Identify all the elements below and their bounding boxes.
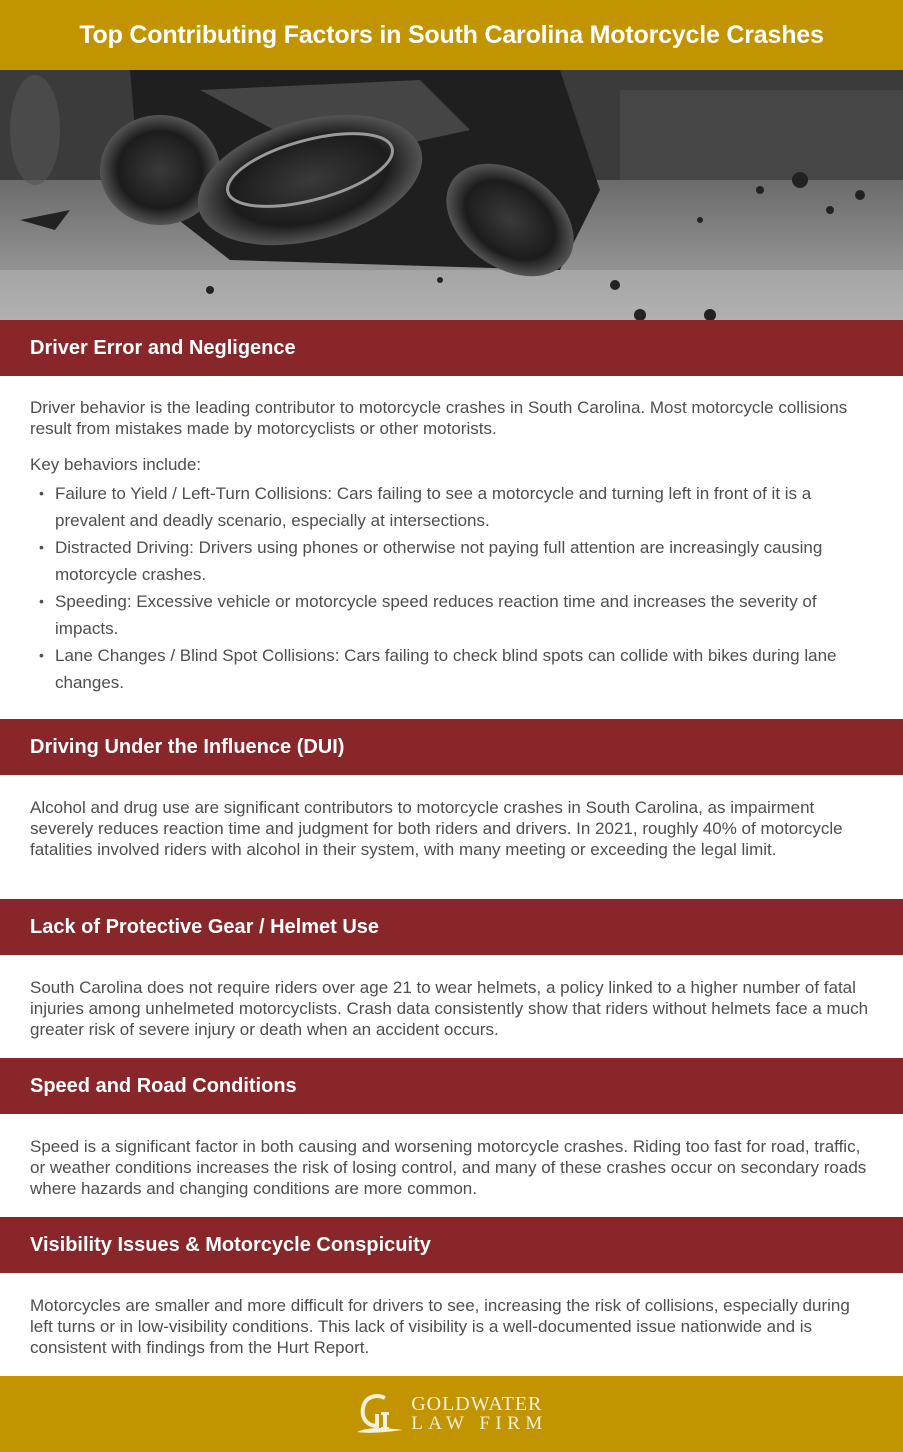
- section-paragraph: Speed is a significant factor in both causing and worsening motorcycle crashes. Riding too fast for road, traffic, or weather conditions increases the risk of losing control, and many of these crashes occur on secondary roads where hazards and changing conditions are more common.: [30, 1137, 867, 1198]
- goldwater-logo: [355, 1392, 548, 1436]
- section-paragraph: South Carolina does not require riders over age 21 to wear helmets, a policy linked to a higher number of fatal injuries among unhelmeted motorcyclists. Crash data consistently show that riders without helmets face a much greater risk of severe injury or death when an accident occurs.: [30, 978, 869, 1039]
- section-body-speed-road: [0, 1114, 903, 1217]
- section-title: Lack of Protective Gear / Helmet Use: [30, 915, 380, 938]
- page-title: Top Contributing Factors in South Carolina Motorcycle Crashes: [79, 20, 824, 49]
- section-paragraph: Alcohol and drug use are significant contributors to motorcycle crashes in South Carolina, as impairment severely reduces reaction time and judgment for both riders and drivers. In 2021, roughly 40% of motorcycle fatalities involved riders with alcohol in their system, with many meeting or exceeding the legal limit.: [30, 798, 843, 859]
- section-title: Visibility Issues & Motorcycle Conspicuity: [30, 1233, 431, 1256]
- section-header-helmet-use: [0, 899, 903, 955]
- list-item: • Speeding: Excessive vehicle or motorcycle speed reduces reaction time and increases the severity of impacts.: [30, 588, 873, 642]
- hero-image: [0, 70, 903, 320]
- list-item: • Distracted Driving: Drivers using phones or otherwise not paying full attention are increasingly causing motorcycle crashes.: [30, 534, 873, 588]
- bullet-icon: •: [39, 593, 44, 609]
- list-item: • Lane Changes / Blind Spot Collisions: Cars failing to check blind spots can collide with bikes during lane changes.: [30, 642, 873, 696]
- logo-line-2: LAW FIRM: [411, 1413, 548, 1434]
- g-pillar-logo-icon: [355, 1392, 405, 1436]
- motorcycle-crash-photo-icon: [0, 70, 903, 320]
- section-body-dui: [0, 775, 903, 899]
- section-body-driver-error: [0, 376, 903, 719]
- bullet-icon: •: [39, 539, 44, 555]
- section-title: Speed and Road Conditions: [30, 1074, 297, 1097]
- section-header-driver-error: [0, 320, 903, 376]
- section-title: Driving Under the Influence (DUI): [30, 735, 345, 758]
- behavior-list: [30, 480, 873, 696]
- section-body-visibility: [0, 1273, 903, 1376]
- title-banner: [0, 0, 903, 70]
- logo-line-1: GOLDWATER: [411, 1393, 543, 1415]
- section-body-helmet-use: [0, 955, 903, 1058]
- section-header-speed-road: [0, 1058, 903, 1114]
- bullet-icon: •: [39, 647, 44, 663]
- bullet-icon: •: [39, 485, 44, 501]
- footer-banner: [0, 1376, 903, 1452]
- section-paragraph: Motorcycles are smaller and more difficult for drivers to see, increasing the risk of collisions, especially during left turns or in low-visibility conditions. This lack of visibility is a well-documented issue nationwide and is consistent with findings from the Hurt Report.: [30, 1296, 850, 1357]
- key-behaviors-label: Key behaviors include:: [30, 455, 202, 474]
- section-header-visibility: [0, 1217, 903, 1273]
- section-header-dui: [0, 719, 903, 775]
- section-title: Driver Error and Negligence: [30, 336, 296, 359]
- section-paragraph: Driver behavior is the leading contributor to motorcycle crashes in South Carolina. Most motorcycle collisions result from mistakes made by motorcyclists or other motorists.: [30, 398, 848, 438]
- list-item: • Failure to Yield / Left-Turn Collisions: Cars failing to see a motorcycle and turning left in front of it is a prevalent and deadly scenario, especially at intersections.: [30, 480, 873, 534]
